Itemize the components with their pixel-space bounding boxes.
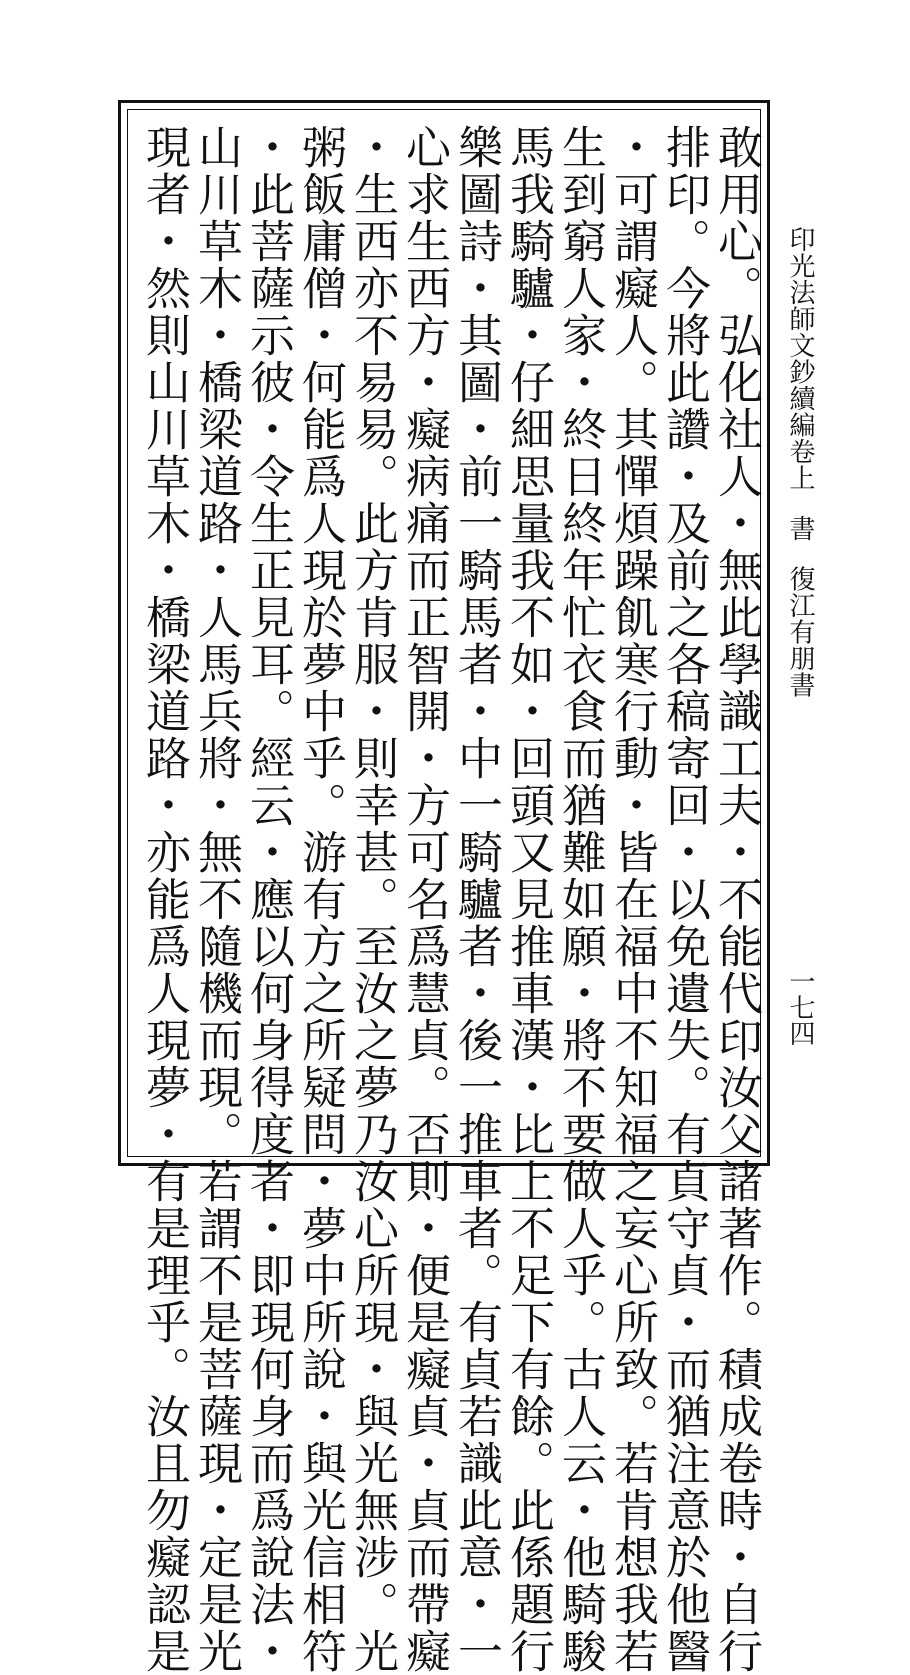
- text-column-9: 粥飯庸僧・何能爲人現於夢中乎。游有方之所疑問・夢中所說・與光信相符: [294, 124, 347, 1675]
- text-column-8: ・生西亦不易易。此方肯服・則幸甚。至汝之夢乃汝心所現・與光無涉。光: [346, 124, 399, 1675]
- text-column-7: 心求生西方・癡病痛而正智開・方可名爲慧貞。否則・便是癡貞・貞而帶癡: [398, 124, 451, 1675]
- text-column-5: 馬我騎驢・仔細思量我不如・回頭又見推車漢・比上不足下有餘。此係題行: [502, 124, 555, 1675]
- text-column-1: 敢用心。弘化社人・無此學識工夫・不能代印汝父諸著作。積成卷時・自行: [710, 124, 763, 1675]
- section-label: 書: [785, 515, 815, 542]
- page-number: 一七四: [785, 968, 815, 1046]
- letter-title: 復江有朋書: [785, 565, 815, 698]
- text-column-10: ・此菩薩示彼・令生正見耳。經云・應以何身得度者・即現何身而爲說法・: [242, 124, 295, 1675]
- text-column-3: ・可謂癡人。其憚煩躁飢寒行動・皆在福中不知福之妄心所致。若肯想我若: [606, 124, 659, 1675]
- book-title: 印光法師文鈔續編卷上: [785, 226, 815, 491]
- text-column-11: 山川草木・橋梁道路・人馬兵將・無不隨機而現。若謂不是菩薩現・定是光: [190, 124, 243, 1675]
- text-column-12: 現者・然則山川草木・橋梁道路・亦能爲人現夢・有是理乎。汝且勿癡認是: [138, 124, 191, 1675]
- text-column-6: 樂圖詩・其圖・前一騎馬者・中一騎驢者・後一推車者。有貞若識此意・一: [450, 124, 503, 1675]
- running-header: [785, 226, 815, 698]
- text-column-2: 排印。今將此讚・及前之各稿寄回・以免遺失。有貞守貞・而猶注意於他醫: [658, 124, 711, 1675]
- text-column-4: 生到窮人家・終日終年忙衣食而猶難如願・將不要做人乎。古人云・他騎駿: [554, 124, 607, 1675]
